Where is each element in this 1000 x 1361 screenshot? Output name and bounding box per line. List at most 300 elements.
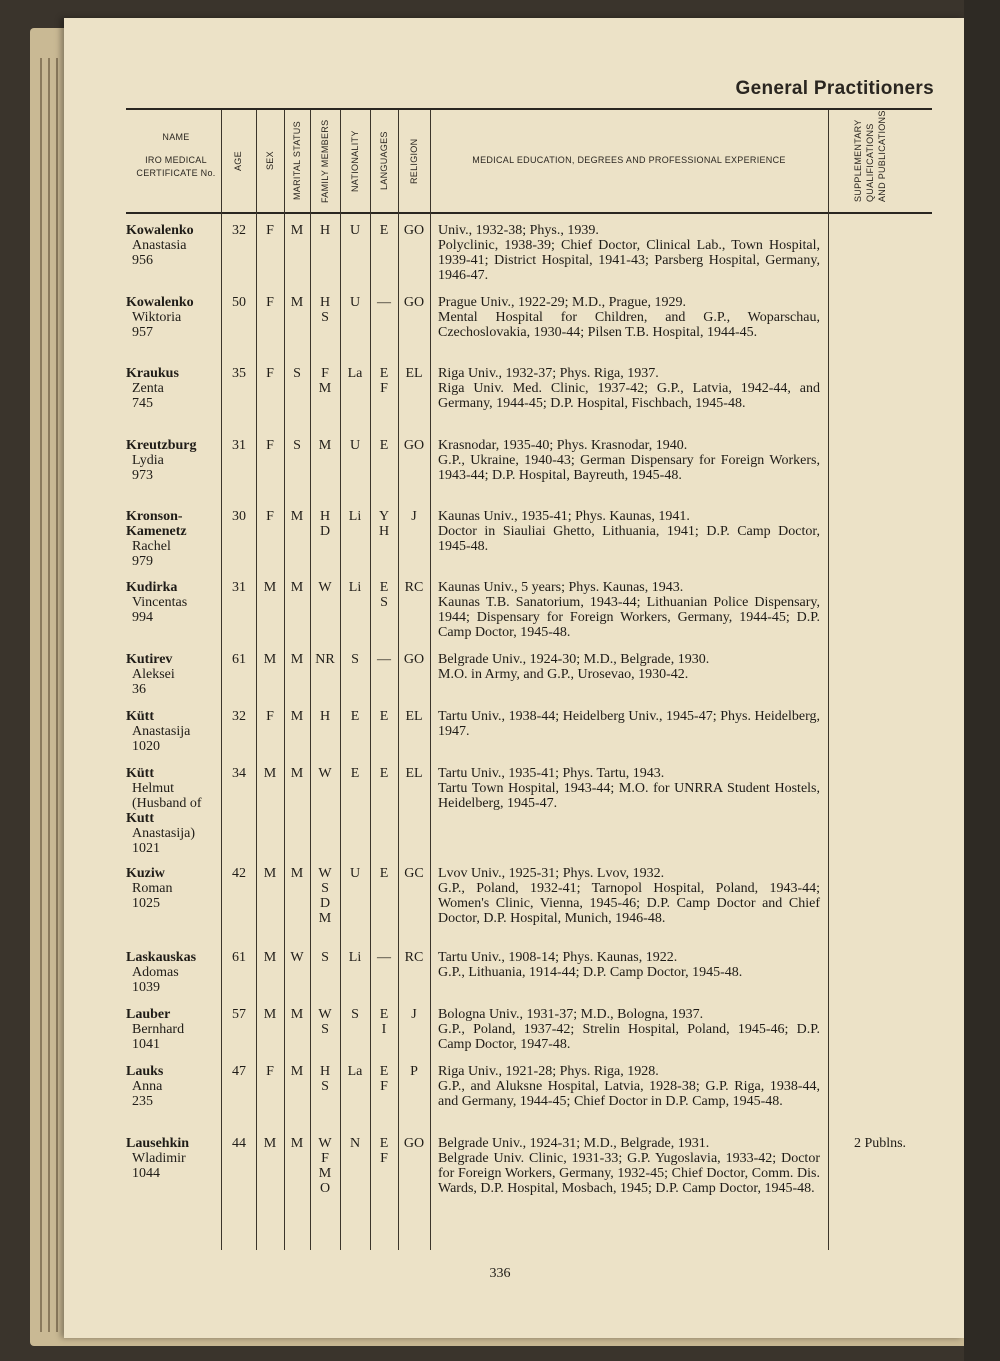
age-cell-line: 32 <box>232 223 246 238</box>
family-members-cell <box>310 766 340 781</box>
languages-cell-line: — <box>377 295 391 310</box>
languages-cell-line: E <box>379 1064 389 1079</box>
religion-cell-line: GO <box>403 295 425 310</box>
sex-cell-line: M <box>263 950 277 965</box>
column-divider <box>221 110 222 1250</box>
family-members-cell <box>310 950 340 965</box>
column-divider <box>256 110 257 1250</box>
nationality-cell-line: N <box>349 1136 361 1151</box>
name-cell <box>126 438 220 483</box>
age-cell <box>222 766 256 781</box>
marital-status-cell <box>284 366 310 381</box>
education-paragraph: Riga Univ., 1921-28; Phys. Riga, 1928. <box>438 1064 659 1079</box>
education-cell <box>438 709 820 739</box>
family-members-cell-line: W <box>318 1007 332 1022</box>
languages-cell <box>370 509 398 539</box>
age-cell <box>222 295 256 310</box>
nationality-cell-line: U <box>349 438 361 453</box>
family-members-cell-line: F <box>321 1151 329 1166</box>
page-edge <box>48 58 50 1332</box>
column-divider <box>398 110 399 1250</box>
age-cell <box>222 950 256 965</box>
age-cell-line: 61 <box>232 950 246 965</box>
sex-cell-line: M <box>263 766 277 781</box>
header-name-line: NAME <box>162 132 190 142</box>
marital-status-cell <box>284 438 310 453</box>
family-members-cell <box>310 652 340 667</box>
header-age: AGE <box>233 151 243 171</box>
family-members-cell <box>310 509 340 539</box>
given-name: Roman <box>132 881 173 896</box>
family-members-cell-line: H <box>319 1064 331 1079</box>
given-name: Vincentas <box>132 595 188 610</box>
education-paragraph: Tartu Univ., 1938-44; Heidelberg Univ., 1945-47; Phys. Heidelberg, 1947. <box>438 709 820 739</box>
sex-cell-line: F <box>266 366 274 381</box>
age-cell-line: 50 <box>232 295 246 310</box>
marital-status-cell <box>284 950 310 965</box>
nationality-cell <box>340 366 370 381</box>
languages-cell-line: E <box>379 1136 389 1151</box>
header-supp-line: QUALIFICATIONS <box>865 123 875 202</box>
nationality-cell <box>340 709 370 724</box>
languages-cell-line: E <box>379 438 389 453</box>
languages-cell <box>370 366 398 396</box>
family-members-cell-line: W <box>318 866 332 881</box>
marital-status-cell-line: M <box>290 1064 304 1079</box>
religion-cell-line: RC <box>404 950 424 965</box>
education-cell <box>438 366 820 411</box>
family-members-cell <box>310 366 340 396</box>
sex-cell-line: M <box>263 580 277 595</box>
languages-cell <box>370 1064 398 1094</box>
certificate-number: 1020 <box>132 739 160 754</box>
sex-cell-line: F <box>266 295 274 310</box>
nationality-cell <box>340 223 370 238</box>
languages-cell <box>370 1007 398 1037</box>
family-members-cell-line: O <box>319 1181 331 1196</box>
surname: Kraukus <box>126 366 179 381</box>
nationality-cell-line: La <box>347 366 363 381</box>
education-paragraph: G.P., and Aluksne Hospital, Latvia, 1928-38; G.P. Riga, 1938-44, and Germany, 1944-45; Chief Doctor in D.P. Camp, 1945-48. <box>438 1079 820 1109</box>
family-members-cell-line: D <box>319 896 331 911</box>
surname: Lausehkin <box>126 1136 190 1151</box>
nationality-cell <box>340 766 370 781</box>
education-paragraph: Riga Univ., 1932-37; Phys. Riga, 1937. <box>438 366 659 381</box>
education-paragraph: G.P., Ukraine, 1940-43; German Dispensary for Foreign Workers, 1943-44; D.P. Hospital, Bayreuth, 1945-48. <box>438 453 820 483</box>
religion-cell-line: GC <box>404 866 424 881</box>
family-members-cell-line: H <box>319 709 331 724</box>
nationality-cell-line: E <box>350 766 360 781</box>
name-cell <box>126 766 220 856</box>
marital-status-cell-line: W <box>290 950 304 965</box>
family-members-cell-line: M <box>318 1166 332 1181</box>
languages-cell-line: E <box>379 366 389 381</box>
languages-cell-line: E <box>379 223 389 238</box>
nationality-cell <box>340 580 370 595</box>
given-name: Adomas <box>132 965 179 980</box>
column-divider <box>828 110 829 1250</box>
header-name-line: CERTIFICATE No. <box>136 168 216 178</box>
languages-cell-line: E <box>379 766 389 781</box>
family-members-cell-line: H <box>319 295 331 310</box>
languages-cell-line: F <box>380 381 388 396</box>
name-cell <box>126 1007 220 1052</box>
name-cell <box>126 652 220 697</box>
name-cell <box>126 580 220 625</box>
education-paragraph: G.P., Lithuania, 1914-44; D.P. Camp Doctor, 1945-48. <box>438 965 743 980</box>
age-cell-line: 44 <box>232 1136 246 1151</box>
header-nationality: NATIONALITY <box>350 130 360 192</box>
sex-cell-line: F <box>266 1064 274 1079</box>
marital-status-cell-line: M <box>290 709 304 724</box>
surname: Kütt <box>126 766 154 781</box>
name-cell <box>126 1064 220 1109</box>
marital-status-cell-line: M <box>290 652 304 667</box>
family-members-cell-line: M <box>318 911 332 926</box>
given-name: Aleksei <box>132 667 175 682</box>
name-cell <box>126 223 220 268</box>
nationality-cell-line: S <box>351 652 359 667</box>
given-name: Zenta <box>132 381 164 396</box>
marital-status-cell-line: S <box>293 366 301 381</box>
sex-cell-line: M <box>263 866 277 881</box>
religion-cell <box>398 652 430 667</box>
languages-cell <box>370 295 398 310</box>
religion-cell <box>398 1064 430 1079</box>
name-cell <box>126 366 220 411</box>
languages-cell <box>370 223 398 238</box>
family-members-cell-line: H <box>319 223 331 238</box>
age-cell <box>222 652 256 667</box>
age-cell <box>222 223 256 238</box>
given-name: Helmut <box>132 781 174 796</box>
religion-cell <box>398 438 430 453</box>
religion-cell <box>398 950 430 965</box>
sex-cell <box>256 766 284 781</box>
education-paragraph: Kaunas T.B. Sanatorium, 1943-44; Lithuanian Police Dispensary, 1944; Dispensary for Foreign Workers, Germany, 1944-45; D.P. Camp Doctor, 1945-48. <box>438 595 820 640</box>
given-name: Anastasija) <box>132 826 195 841</box>
surname: Kowalenko <box>126 223 194 238</box>
nationality-cell-line: Li <box>348 509 362 524</box>
name-cell <box>126 295 220 340</box>
family-members-cell-line: NR <box>315 652 335 667</box>
sex-cell-line: F <box>266 509 274 524</box>
nationality-cell-line: Li <box>348 580 362 595</box>
header-religion: RELIGION <box>409 138 419 184</box>
religion-cell <box>398 580 430 595</box>
sex-cell <box>256 295 284 310</box>
header-supp-line: AND PUBLICATIONS <box>877 110 887 202</box>
age-cell <box>222 438 256 453</box>
sex-cell <box>256 866 284 881</box>
sex-cell <box>256 1064 284 1079</box>
age-cell <box>222 1064 256 1079</box>
religion-cell <box>398 366 430 381</box>
education-paragraph: Bologna Univ., 1931-37; M.D., Bologna, 1937. <box>438 1007 704 1022</box>
education-paragraph: Belgrade Univ., 1924-30; M.D., Belgrade, 1930. <box>438 652 710 667</box>
education-paragraph: Doctor in Siauliai Ghetto, Lithuania, 1941; D.P. Camp Doctor, 1945-48. <box>438 524 820 554</box>
certificate-number: 957 <box>132 325 153 340</box>
family-members-cell <box>310 709 340 724</box>
religion-cell <box>398 509 430 524</box>
family-members-cell-line: S <box>321 881 329 896</box>
education-paragraph: Univ., 1932-38; Phys., 1939. <box>438 223 599 238</box>
education-cell <box>438 652 820 682</box>
facing-page-edge <box>964 0 1000 1361</box>
languages-cell-line: — <box>377 652 391 667</box>
header-medical-education: MEDICAL EDUCATION, DEGREES AND PROFESSIONAL EXPERIENCE <box>472 155 786 165</box>
certificate-number: 745 <box>132 396 153 411</box>
surname: Kreutzburg <box>126 438 197 453</box>
education-cell <box>438 766 820 811</box>
languages-cell-line: S <box>380 595 388 610</box>
sex-cell <box>256 366 284 381</box>
education-paragraph: Kaunas Univ., 5 years; Phys. Kaunas, 1943. <box>438 580 684 595</box>
nationality-cell-line: U <box>349 866 361 881</box>
surname: Kutt <box>126 811 154 826</box>
certificate-number: 1044 <box>132 1166 160 1181</box>
supplementary-cell: 2 Publns. <box>853 1136 907 1151</box>
age-cell-line: 42 <box>232 866 246 881</box>
header-supplementary <box>852 110 888 202</box>
certificate-number: 994 <box>132 610 153 625</box>
page-number: 336 <box>489 1266 511 1281</box>
education-paragraph: G.P., Poland, 1932-41; Tarnopol Hospital, Poland, 1943-44; Women's Clinic, Vienna, 1945-46; D.P. Camp Doctor and Chief Doctor, D.P. Hospital, Munich, 1946-48. <box>438 881 820 926</box>
given-name: Wladimir <box>132 1151 186 1166</box>
age-cell <box>222 866 256 881</box>
surname: Kronson- <box>126 509 183 524</box>
given-name: Anastasia <box>132 238 187 253</box>
languages-cell <box>370 709 398 724</box>
education-cell <box>438 1007 820 1052</box>
family-members-cell-line: S <box>321 950 329 965</box>
given-name: (Husband of <box>132 796 202 811</box>
age-cell-line: 34 <box>232 766 246 781</box>
sex-cell <box>256 580 284 595</box>
education-paragraph: Lvov Univ., 1925-31; Phys. Lvov, 1932. <box>438 866 665 881</box>
family-members-cell-line: M <box>318 438 332 453</box>
page-edge <box>40 58 42 1332</box>
sex-cell <box>256 1136 284 1151</box>
age-cell-line: 31 <box>232 580 246 595</box>
name-cell <box>126 866 220 911</box>
age-cell-line: 57 <box>232 1007 246 1022</box>
marital-status-cell-line: M <box>290 1136 304 1151</box>
header-rule <box>126 212 932 214</box>
education-paragraph: Riga Univ. Med. Clinic, 1937-42; G.P., Latvia, 1942-44, and Germany, 1944-45; D.P. Hospital, Fischbach, 1945-48. <box>438 381 820 411</box>
family-members-cell <box>310 223 340 238</box>
nationality-cell <box>340 295 370 310</box>
family-members-cell <box>310 295 340 325</box>
education-cell <box>438 295 820 340</box>
header-sex: SEX <box>265 151 275 171</box>
family-members-cell-line: S <box>321 310 329 325</box>
marital-status-cell-line: S <box>293 438 301 453</box>
nationality-cell-line: Li <box>348 950 362 965</box>
sex-cell-line: F <box>266 709 274 724</box>
education-cell <box>438 438 820 483</box>
education-paragraph: Belgrade Univ. Clinic, 1931-33; G.P. Yugoslavia, 1933-42; Doctor for Foreign Workers, Germany, 1932-45; Chief Doctor, Comm. Dis. Wards, D.P. Hospital, Mosbach, 1945; D.P. Camp Doctor, 1945-48. <box>438 1151 820 1196</box>
marital-status-cell <box>284 1064 310 1079</box>
languages-cell-line: F <box>380 1151 388 1166</box>
education-cell <box>438 1064 820 1109</box>
education-paragraph: Mental Hospital for Children, and G.P., Woparschau, Czechoslovakia, 1930-44; Pilsen T.B. Hospital, 1944-45. <box>438 310 820 340</box>
education-paragraph: Tartu Town Hospital, 1943-44; M.O. for UNRRA Student Hostels, Heidelberg, 1945-47. <box>438 781 820 811</box>
family-members-cell-line: S <box>321 1022 329 1037</box>
family-members-cell <box>310 866 340 926</box>
languages-cell <box>370 580 398 610</box>
family-members-cell <box>310 1064 340 1094</box>
family-members-cell-line: M <box>318 381 332 396</box>
languages-cell-line: E <box>379 1007 389 1022</box>
nationality-cell-line: S <box>351 1007 359 1022</box>
age-cell <box>222 1136 256 1151</box>
education-cell <box>438 580 820 640</box>
marital-status-cell <box>284 295 310 310</box>
certificate-number: 1025 <box>132 896 160 911</box>
sex-cell-line: M <box>263 652 277 667</box>
family-members-cell <box>310 580 340 595</box>
age-cell-line: 30 <box>232 509 246 524</box>
religion-cell-line: J <box>411 1007 417 1022</box>
marital-status-cell-line: M <box>290 866 304 881</box>
languages-cell-line: — <box>377 950 391 965</box>
surname: Kütt <box>126 709 154 724</box>
header-family-members: FAMILY MEMBERS <box>320 119 330 203</box>
religion-cell-line: EL <box>405 366 423 381</box>
name-cell <box>126 509 220 569</box>
certificate-number: 1039 <box>132 980 160 995</box>
education-paragraph: Belgrade Univ., 1924-31; M.D., Belgrade, 1931. <box>438 1136 710 1151</box>
education-cell <box>438 509 820 554</box>
nationality-cell <box>340 950 370 965</box>
religion-cell <box>398 866 430 881</box>
age-cell-line: 32 <box>232 709 246 724</box>
sex-cell <box>256 509 284 524</box>
marital-status-cell <box>284 223 310 238</box>
education-cell <box>438 950 820 980</box>
column-divider <box>340 110 341 1250</box>
languages-cell <box>370 766 398 781</box>
nationality-cell-line: U <box>349 223 361 238</box>
marital-status-cell <box>284 509 310 524</box>
family-members-cell <box>310 438 340 453</box>
religion-cell-line: EL <box>405 709 423 724</box>
age-cell-line: 31 <box>232 438 246 453</box>
languages-cell <box>370 652 398 667</box>
family-members-cell-line: D <box>319 524 331 539</box>
marital-status-cell <box>284 766 310 781</box>
certificate-number: 1041 <box>132 1037 160 1052</box>
education-cell <box>438 223 820 283</box>
religion-cell-line: J <box>411 509 417 524</box>
sex-cell <box>256 652 284 667</box>
religion-cell <box>398 766 430 781</box>
nationality-cell-line: U <box>349 295 361 310</box>
family-members-cell-line: W <box>318 580 332 595</box>
age-cell <box>222 366 256 381</box>
family-members-cell-line: F <box>321 366 329 381</box>
marital-status-cell <box>284 1007 310 1022</box>
marital-status-cell-line: M <box>290 509 304 524</box>
column-divider <box>430 110 431 1250</box>
age-cell <box>222 509 256 524</box>
education-paragraph: G.P., Poland, 1937-42; Strelin Hospital, Poland, 1945-46; D.P. Camp Doctor, 1947-48. <box>438 1022 820 1052</box>
certificate-number: 956 <box>132 253 153 268</box>
age-cell-line: 47 <box>232 1064 246 1079</box>
nationality-cell <box>340 1064 370 1079</box>
given-name: Wiktoria <box>132 310 182 325</box>
certificate-number: 979 <box>132 554 153 569</box>
name-cell <box>126 950 220 995</box>
religion-cell-line: EL <box>405 766 423 781</box>
marital-status-cell-line: M <box>290 1007 304 1022</box>
nationality-cell <box>340 509 370 524</box>
marital-status-cell-line: M <box>290 580 304 595</box>
sex-cell <box>256 223 284 238</box>
family-members-cell <box>310 1136 340 1196</box>
languages-cell-line: Y <box>378 509 390 524</box>
languages-cell-line: I <box>381 1022 387 1037</box>
marital-status-cell <box>284 1136 310 1151</box>
header-name-line: IRO MEDICAL <box>145 155 207 165</box>
surname: Kuziw <box>126 866 165 881</box>
languages-cell <box>370 866 398 881</box>
education-paragraph: M.O. in Army, and G.P., Urosevao, 1930-42. <box>438 667 689 682</box>
surname: Lauber <box>126 1007 171 1022</box>
marital-status-cell-line: M <box>290 223 304 238</box>
languages-cell <box>370 950 398 965</box>
religion-cell-line: GO <box>403 223 425 238</box>
education-paragraph: Polyclinic, 1938-39; Chief Doctor, Clinical Lab., Town Hospital, 1939-41; District Hospital, 1941-43; Parsberg Hospital, Germany, 1946-47. <box>438 238 820 283</box>
sex-cell <box>256 438 284 453</box>
sex-cell <box>256 709 284 724</box>
age-cell-line: 35 <box>232 366 246 381</box>
marital-status-cell-line: M <box>290 766 304 781</box>
religion-cell <box>398 709 430 724</box>
age-cell <box>222 1007 256 1022</box>
languages-cell <box>370 1136 398 1166</box>
age-cell-line: 61 <box>232 652 246 667</box>
header-languages: LANGUAGES <box>379 131 389 191</box>
religion-cell <box>398 223 430 238</box>
header-marital-status: MARITAL STATUS <box>292 121 302 201</box>
education-paragraph: Kaunas Univ., 1935-41; Phys. Kaunas, 1941. <box>438 509 690 524</box>
family-members-cell-line: S <box>321 1079 329 1094</box>
nationality-cell-line: La <box>347 1064 363 1079</box>
marital-status-cell <box>284 580 310 595</box>
education-cell <box>438 866 820 926</box>
top-rule <box>126 108 932 110</box>
sex-cell-line: M <box>263 1136 277 1151</box>
religion-cell <box>398 1007 430 1022</box>
surname: Kamenetz <box>126 524 187 539</box>
nationality-cell <box>340 866 370 881</box>
column-divider <box>284 110 285 1250</box>
family-members-cell-line: W <box>318 766 332 781</box>
religion-cell-line: P <box>410 1064 418 1079</box>
languages-cell-line: E <box>379 709 389 724</box>
family-members-cell <box>310 1007 340 1037</box>
certificate-number: 36 <box>132 682 146 697</box>
surname: Kutirev <box>126 652 173 667</box>
nationality-cell <box>340 652 370 667</box>
nationality-cell-line: E <box>350 709 360 724</box>
marital-status-cell-line: M <box>290 295 304 310</box>
religion-cell <box>398 295 430 310</box>
education-cell <box>438 1136 820 1196</box>
education-paragraph: Prague Univ., 1922-29; M.D., Prague, 1929. <box>438 295 686 310</box>
